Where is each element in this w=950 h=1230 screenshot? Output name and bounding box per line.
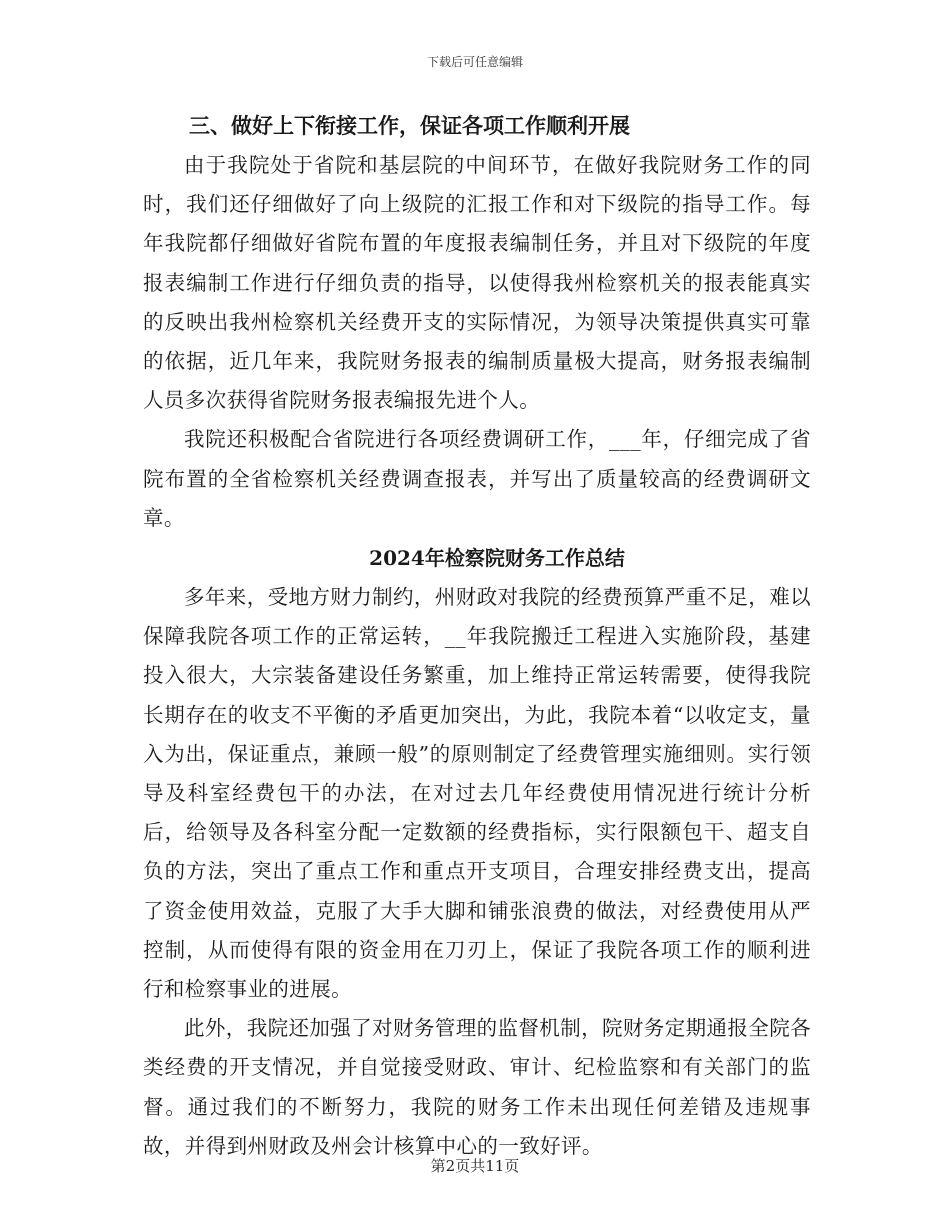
section-heading: 三、做好上下衔接工作，保证各项工作顺利开展 [189, 114, 630, 138]
document-title: 2024年检察院财务工作总结 [369, 546, 625, 571]
paragraph: 我院还积极配合省院进行各项经费调研工作，___年，仔细完成了省院布置的全省检察机关经费调查报表，并写出了质量较高的经费调研文章。 [143, 427, 811, 530]
page-number-label: 第2页共11页 [430, 1157, 520, 1175]
paragraph: 此外，我院还加强了对财务管理的监督机制，院财务定期通报全院各类经费的开支情况，并自觉接受财政、审计、纪检监察和有关部门的监督。通过我们的不断努力，我院的财务工作未出现任何差错及违规事故，并得到州财政及州会计核算中心的一致好评。 [143, 1016, 811, 1158]
page-content [143, 106, 811, 1166]
paragraph: 由于我院处于省院和基层院的中间环节，在做好我院财务工作的同时，我们还仔细做好了向上级院的汇报工作和对下级院的指导工作。每年我院都仔细做好省院布置的年度报表编制任务，并且对下级院的年度报表编制工作进行仔细负责的指导，以使得我州检察机关的报表能真实的反映出我州检察机关经费开支的实际情况，为领导决策提供真实可靠的依据，近几年来，我院财务报表的编制质量极大提高，财务报表编制人员多次获得省院财务报表编报先进个人。 [143, 153, 811, 413]
page-footer [0, 1155, 950, 1176]
header-note: 下载后可任意编辑 [426, 55, 523, 69]
paragraph: 多年来，受地方财力制约，州财政对我院的经费预算严重不足，难以保障我院各项工作的正常运转，__年我院搬迁工程进入实施阶段，基建投入很大，大宗装备建设任务繁重，加上维持正常运转需要，使得我院长期存在的收支不平衡的矛盾更加突出，为此，我院本着“以收定支，量入为出，保证重点，兼顾一般”的原则制定了经费管理实施细则。实行领导及科室经费包干的办法，在对过去几年经费使用情况进行统计分析后，给领导及各科室分配一定数额的经费指标，实行限额包干、超支自负的方法，突出了重点工作和重点开支项目，合理安排经费支出，提高了资金使用效益，克服了大手大脚和铺张浪费的做法，对经费使用从严控制，从而使得有限的资金用在刀刃上，保证了我院各项工作的顺利进行和检察事业的进展。 [143, 585, 811, 1002]
